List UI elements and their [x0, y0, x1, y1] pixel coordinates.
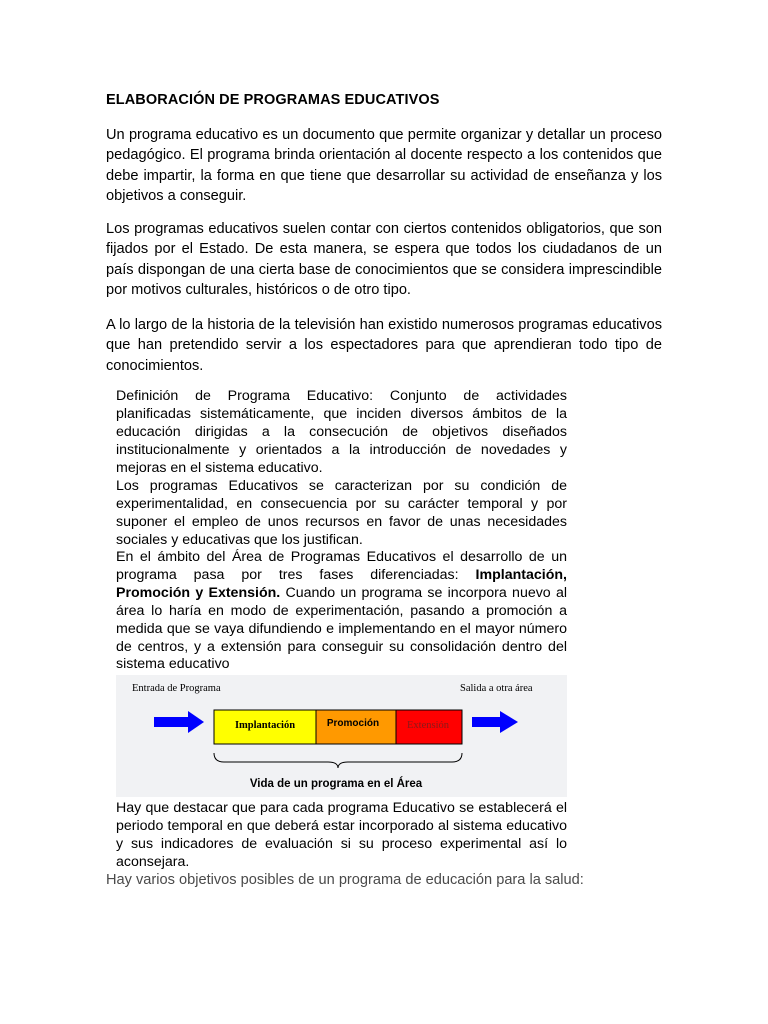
phases-bold: Implantación, Promoción y Extensión.	[116, 566, 567, 601]
phase-label-extension: Extensión	[407, 720, 449, 731]
entry-label: Entrada de Programa	[132, 683, 221, 694]
box-closing: Hay que destacar que para cada programa Educativo se establecerá el periodo temporal en que deberá estar incorporado al sistema educativo y sus indicadores de evaluación si su proceso experimental así lo aconsejara.	[116, 800, 567, 870]
phase-label-promocion: Promoción	[326, 718, 380, 729]
box-phases	[116, 549, 567, 674]
document-title: ELABORACIÓN DE PROGRAMAS EDUCATIVOS	[106, 92, 440, 108]
box-characteristics: Los programas Educativos se caracterizan por su condición de experimentalidad, en consecuencia por su carácter temporal y por suponer el empleo de unos recursos en favor de unas necesidades sociales y educativas que los justifican.	[116, 478, 567, 548]
paragraph-mandatory-contents: Los programas educativos suelen contar con ciertos contenidos obligatorios, que son fijados por el Estado. De esta manera, se espera que todos los ciudadanos de un país dispongan de una cierta base de conocimientos que se considera imprescindible por motivos culturales, históricos o de otro tipo.	[106, 221, 662, 299]
phases-intro: En el ámbito del Área de Programas Educativos el desarrollo de un programa pasa por tres fases diferenciadas:	[116, 549, 567, 583]
entry-arrow-icon	[154, 711, 204, 733]
paragraph-television-history: A lo largo de la historia de la televisión han existido numerosos programas educativos que han pretendido servir a los espectadores para que aprendieran todo tipo de conocimientos.	[106, 317, 662, 374]
paragraph-program-definition: Un programa educativo es un documento que permite organizar y detallar un proceso pedagógico. El programa brinda orientación al docente respecto a los contenidos que debe impartir, la forma en que tiene que desarrollar su actividad de enseñanza y los objetivos a conseguir.	[106, 127, 662, 205]
timeline-bracket	[214, 753, 462, 768]
exit-label: Salida a otra área	[460, 683, 533, 694]
diagram-caption: Vida de un programa en el Área	[249, 778, 423, 790]
exit-arrow-icon	[472, 711, 518, 733]
phases-rest: Cuando un programa se incorpora nuevo al área lo haría en modo de experimentación, pasando a promoción a medida que se vaya difundiendo e implementando en el mayor número de centros, y a extensión para conseguir su consolidación dentro del sistema educativo	[116, 584, 567, 673]
phase-label-implantacion: Implantación	[234, 720, 296, 731]
final-line: Hay varios objetivos posibles de un programa de educación para la salud:	[106, 872, 584, 888]
box-definition: Definición de Programa Educativo: Conjunto de actividades planificadas sistemáticamente, que inciden diversos ámbitos de la educación dirigidas a la consecución de objetivos diseñados institucionalmente y orientados a la introducción de novedades y mejoras en el sistema educativo.	[116, 388, 567, 476]
program-life-diagram	[116, 675, 567, 797]
